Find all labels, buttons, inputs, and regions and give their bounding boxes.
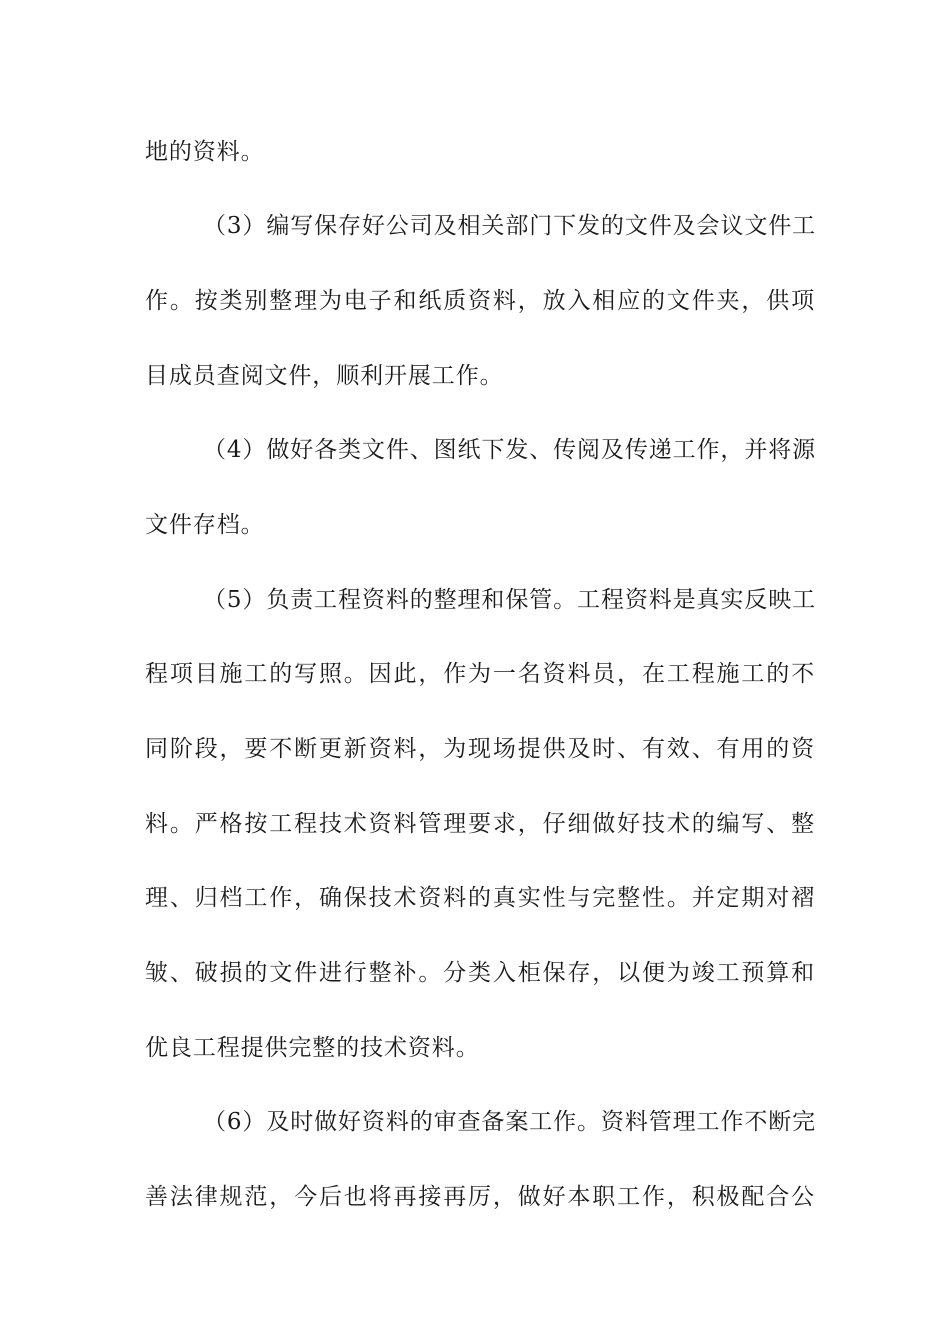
- text-line: （4）做好各类文件、图纸下发、传阅及传递工作，并将源: [203, 437, 817, 463]
- text-line: （5）负责工程资料的整理和保管。工程资料是真实反映工: [203, 587, 817, 613]
- text-line: 程项目施工的写照。因此，作为一名资料员，在工程施工的不: [145, 661, 815, 687]
- text-line: 善法律规范，今后也将再接再厉，做好本职工作，积极配合公: [145, 1184, 815, 1210]
- text-line: 目成员查阅文件，顺利开展工作。: [145, 363, 504, 389]
- text-line: 料。严格按工程技术资料管理要求，仔细做好技术的编写、整: [145, 811, 815, 837]
- text-line: 同阶段，要不断更新资料，为现场提供及时、有效、有用的资: [145, 736, 815, 762]
- text-line: 皱、破损的文件进行整补。分类入柜保存，以便为竣工预算和: [145, 960, 815, 986]
- text-line: （3）编写保存好公司及相关部门下发的文件及会议文件工: [203, 213, 817, 239]
- text-line: 作。按类别整理为电子和纸质资料，放入相应的文件夹，供项: [145, 288, 815, 314]
- text-line: （6）及时做好资料的审查备案工作。资料管理工作不断完: [203, 1109, 817, 1135]
- text-line: 文件存档。: [145, 512, 265, 538]
- text-line: 优良工程提供完整的技术资料。: [145, 1035, 480, 1061]
- text-line: 地的资料。: [145, 139, 265, 165]
- text-line: 理、归档工作，确保技术资料的真实性与完整性。并定期对褶: [145, 885, 815, 911]
